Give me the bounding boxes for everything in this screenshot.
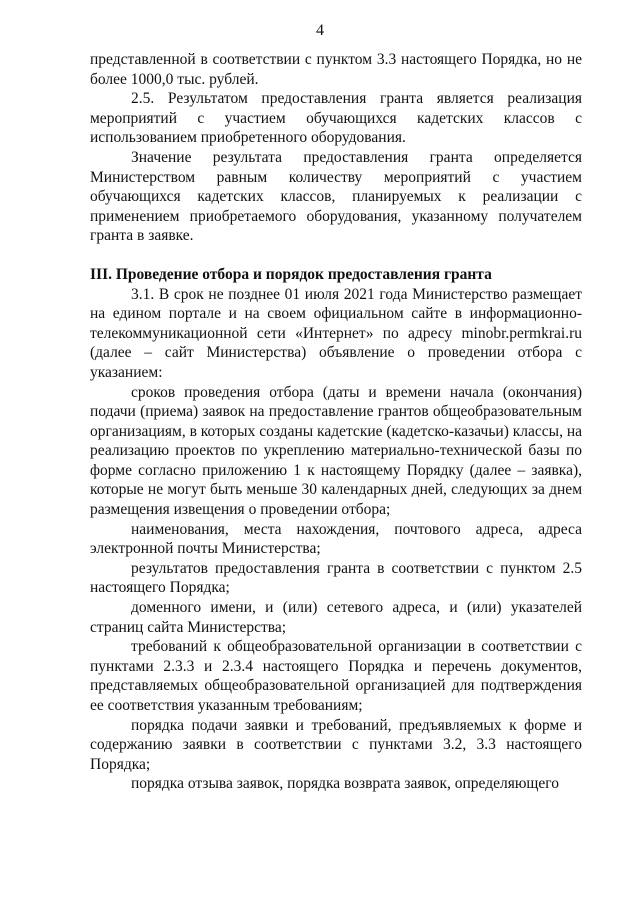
list-item-grant-results: результатов предоставления гранта в соответствии с пунктом 2.5 настоящего Порядка;	[90, 559, 582, 597]
list-item-domain-name: доменного имени, и (или) сетевого адреса, и (или) указателей страниц сайта Министерства;	[90, 599, 582, 636]
page-number: 4	[316, 22, 324, 39]
list-item-application-procedure: порядка подачи заявки и требований, предъявляемых к форме и содержанию заявки в соответствии с пунктами 3.2, 3.3 настоящего Порядка;	[90, 716, 582, 773]
paragraph-continuation: представленной в соответствии с пунктом 3.3 настоящего Порядка, но не более 1000,0 тыс. рублей.	[90, 51, 582, 88]
section-heading: III. Проведение отбора и порядок предоставления гранта	[90, 265, 492, 283]
paragraph-result-value: Значение результата предоставления гранта определяется Министерством равным количеству мероприятий с участием обучающихся кадетских классов, планируемых к реализации с применением приобретаемого оборудования, указанному получателем гранта в заявке.	[90, 148, 582, 245]
paragraph-3-1: 3.1. В срок не позднее 01 июля 2021 года Министерство размещает на едином портале и на своем официальном сайте в информационно-телекоммуникационной сети «Интернет» по адресу minobr.permkrai.ru (далее – сайт Министерства) объявление о проведении отбора с указанием:	[90, 285, 582, 381]
document-body	[90, 50, 582, 794]
list-item-ministry-contacts: наименования, места нахождения, почтового адреса, адреса электронной почты Министерства;	[90, 520, 582, 558]
list-item-deadlines: сроков проведения отбора (даты и времени начала (окончания) подачи (приема) заявок на предоставление грантов общеобразовательным организациям, в которых созданы кадетские (кадетско-казачьи) классы, на реализацию проектов по укреплению материально-технической базы по форме согласно приложению 1 к настоящему Порядку (далее – заявка), которые не могут быть меньше 30 календарных дней, следующих за днем размещения извещения о проведении отбора;	[90, 383, 582, 519]
paragraph-2-5: 2.5. Результатом предоставления гранта является реализация мероприятий с участием обучающихся кадетских классов с использованием приобретенного оборудования.	[90, 90, 582, 147]
list-item-requirements: требований к общеобразовательной организации в соответствии с пунктами 2.3.3 и 2.3.4 настоящего Порядка и перечень документов, представляемых общеобразовательной организацией для подтверждения ее соответствия указанным требованиям;	[90, 638, 582, 714]
list-item-withdrawal-procedure: порядка отзыва заявок, порядка возврата заявок, определяющего	[131, 775, 559, 793]
